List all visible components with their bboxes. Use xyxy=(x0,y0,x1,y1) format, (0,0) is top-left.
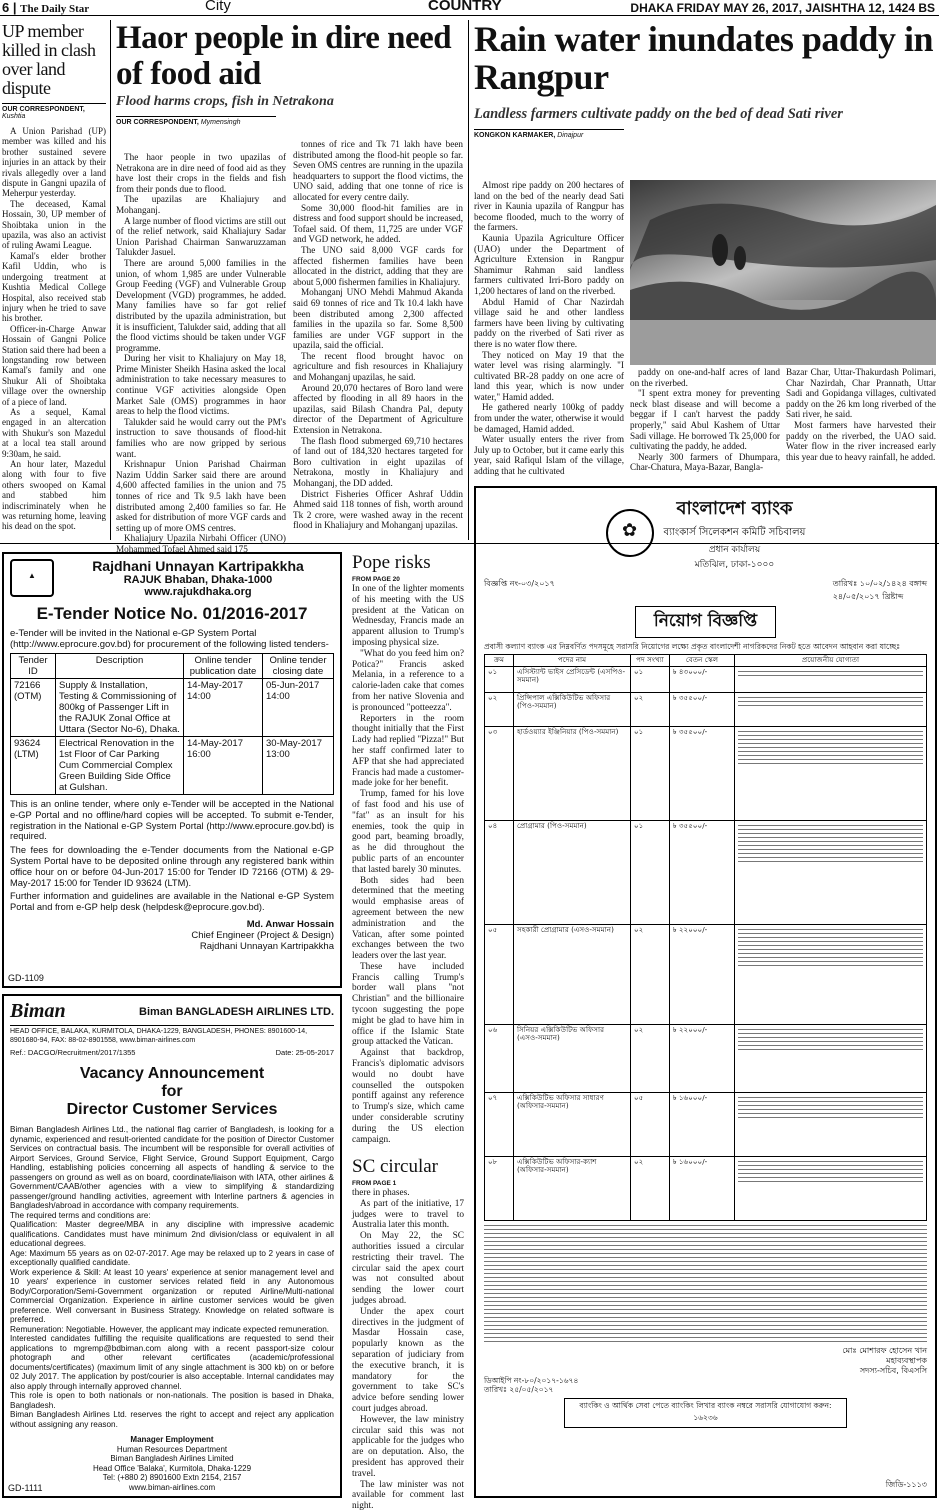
table-cell: 05-Jun-2017 14:00 xyxy=(263,679,334,737)
paragraph: Khaliajury Upazila Nirbahi Officer (UNO) Mohammed Tofael Ahmed said 175 xyxy=(116,533,286,554)
table-row: ০২ প্রিন্সিপাল এক্সিকিউটিভ অফিসার (পিও-সমমান) ০২ ৳ ৩৫৫০০/- xyxy=(485,692,927,726)
paragraph: Against that backdrop, Francis's diplomatic advisors would no doubt have counselled the outspoken pontiff against any reference to Trump's size, which came under considerable scrutiny during the US election campaign. xyxy=(352,1048,464,1145)
paragraph: Kamal's elder brother Kafil Uddin, who is undergoing treatment at Kushtia Medical College Hospital, also received stab injury when he tried to save his brother. xyxy=(2,250,106,324)
tender-intro: e-Tender will be invited in the National e-GP System Portal (http://www.eprocure.gov.bd) for procurement of the following listed tenders- xyxy=(10,628,329,650)
paragraph: Officer-in-Charge Anwar Hossain of Gangni Police Station said there had been a longstanding row between Kamal's family and one Shukur Ali of Shoibtaka village over the ownership of a piece of land. xyxy=(2,323,106,407)
story-body xyxy=(352,584,464,1145)
committee-name: ব্যাংকার্স সিলেকশন কমিটি সচিবালয় xyxy=(663,527,806,538)
signer-name: Md. Anwar Hossain xyxy=(246,918,334,930)
story-subhead: Landless farmers cultivate paddy on the bed of dead Sati river xyxy=(474,106,843,122)
story-body-col3 xyxy=(786,367,936,482)
story-headline: Haor people in dire need of food aid xyxy=(116,20,452,92)
paragraph: The upazilas are Khaliajury and Mohanganj. xyxy=(116,194,286,215)
paragraph: Both sides had been determined that the meeting would emphasise areas of agreement between the new administration and the Vatican, after some pointed exchanges between the two leaders over the last year. xyxy=(352,875,464,962)
paragraph: Age: Maximum 55 years as on 02-07-2017. Age may be relaxed up to 2 years in case of exceptionally qualified candidate. xyxy=(10,1248,334,1267)
company-address: HEAD OFFICE, BALAKA, KURMITOLA, DHAKA-1229, BANGLADESH, PHONES: 8901600-14, 8901680-94, FAX: 88-02-8901558, www.biman-airlines.com xyxy=(10,1028,308,1044)
biman-vacancy-ad xyxy=(2,994,342,1498)
table-cell: 93624 (LTM) xyxy=(11,737,56,795)
company-name: Biman BANGLADESH AIRLINES LTD. xyxy=(139,1005,334,1018)
photo-scene xyxy=(630,180,936,365)
table-cell: 72166 (OTM) xyxy=(11,679,56,737)
signature-block xyxy=(10,919,334,952)
signer-phone: Tel: (+880 2) 8901600 Extn 2154, 2157 xyxy=(102,1473,242,1482)
helpline-note: ব্যাংকিং ও আর্থিক সেবা পেতে ব্যাংকিং লিখার ব্যাংক নম্বরে সরাসরি যোগাযোগ করুন: ১৬২৩৬ xyxy=(564,1398,847,1428)
footer-ref: ডিআইপি নং-৮০/২০১৭-১৬৭৪ তারিখঃ ২৫/০৫/২০১৭ xyxy=(484,1375,579,1394)
notice-title: নিয়োগ বিজ্ঞপ্তি xyxy=(635,606,776,638)
paragraph: This role is open to both nationals or non-nationals. The position is based in Dhaka, Bangladesh. xyxy=(10,1391,334,1410)
story-body xyxy=(352,1188,464,1512)
column-rule xyxy=(110,20,111,540)
paragraph: The recent flood brought havoc on agriculture and fish resources in Khaliajury and Mohanganj upazilas, he said. xyxy=(293,350,463,383)
table-cell: 30-May-2017 13:00 xyxy=(263,737,334,795)
ad-code: GD-1109 xyxy=(8,973,44,983)
paragraph: Talukder said he would carry out the PM's instruction to save thousands of flood-hit families who are now gripped by serious want. xyxy=(116,416,286,459)
table-row xyxy=(11,737,334,795)
jump-label: FROM PAGE 1 xyxy=(352,1180,397,1187)
paragraph: As a sequel, Kamal engaged in an altercation with Shukur's son Mazedul at a local tea stall around 9:30am, he said. xyxy=(2,406,106,459)
title-line: for xyxy=(161,1083,183,1100)
story-headline: UP member killed in clash over land dispute xyxy=(2,21,96,98)
rajuk-logo-icon: ▲ xyxy=(10,559,54,597)
paragraph: Abdul Hamid of Char Nazirdah village said he and other landless farmers have been living by cultivating paddy on the riverbed of Sati river as there is no water flow there. xyxy=(474,296,624,349)
paragraph: He gathered nearly 100kg of paddy from under the water, otherwise it would be damaged, Hamid added. xyxy=(474,402,624,434)
paragraph: Most farmers have harvested their paddy on the riverbed, the UAO said. Water flow in the river increased early this year due to heavy rainfall, he added. xyxy=(786,419,936,462)
table-header: পদের নাম xyxy=(514,655,631,667)
page-masthead xyxy=(0,0,939,16)
paragraph: As part of the initiative, 17 judges were to travel to Australia later this month. xyxy=(352,1198,464,1231)
paragraph: paddy on one-and-half acres of land on the riverbed. xyxy=(630,367,780,388)
ad-date: Date: 25-05-2017 xyxy=(275,1048,334,1057)
biman-logo: Biman xyxy=(10,1000,66,1022)
story-body-col2 xyxy=(630,367,780,482)
ref-number: Ref.: DACGO/Recruitment/2017/1355 xyxy=(10,1048,136,1057)
story-body-col2 xyxy=(293,139,463,537)
paragraph: Remuneration: Negotiable. However, the applicant may indicate expected remuneration. xyxy=(10,1324,330,1334)
table-header: Online tender publication date xyxy=(184,654,263,679)
vacancy-title xyxy=(10,1065,334,1119)
org-website: www.rajukdhaka.org xyxy=(144,586,252,598)
paragraph: tonnes of rice and Tk 71 lakh have been distributed among the flood-hit people so far. Seven OMS centres are running in the upazila headquarters to support the flood victims, the UNO said, adding that one tonne of rice is allocated for every centre daily. xyxy=(293,139,463,202)
table-header: Tender ID xyxy=(11,654,56,679)
story-up-member xyxy=(2,22,106,532)
notice-date: তারিখঃ ১০/০২/১৪২৪ বঙ্গাব্দ ২৪/০৫/২০১৭ খ্রিষ্টাব্দ xyxy=(832,579,927,601)
table-row: ০৮ এক্সিকিউটিভ অফিসার-ক্যাশ (অফিসার-সমমান) ০২ ৳ ১৬০০০/- xyxy=(485,1156,927,1220)
signer-title: Chief Engineer (Project & Design) xyxy=(191,929,334,941)
paragraph: The law minister was not available for comment last night. xyxy=(352,1479,464,1512)
signer-title: মহাব্যবস্থাপক xyxy=(886,1355,927,1365)
paragraph: These have included Francis calling Trump's border wall plans "not Christian" and the billionaire tycoon suggesting the pope might be glad to have him in office if the Islamic State group attacked the Vatican. xyxy=(352,961,464,1048)
byline: OUR CORRESPONDENT, xyxy=(2,106,85,113)
tender-title: E-Tender Notice No. 01/2016-2017 xyxy=(36,604,308,623)
column-rule xyxy=(468,20,469,540)
story-rangpur xyxy=(474,20,936,139)
paragraph: Around 20,070 hectares of Boro land were affected by flooding in all 89 haors in the upazilas, said Bilash Chandra Pal, deputy director of the Department of Agriculture Extension in Netrakona. xyxy=(293,382,463,436)
byline: KONGKON KARMAKER, Dinajpur xyxy=(474,132,584,139)
paragraph: However, the law ministry circular said this was not applicable for the judges who are on deputation. Also, the president has approved their travel. xyxy=(352,1414,464,1479)
paragraph: A large number of flood victims are still out of the relief network, said Khaliajury Sadar Union Parishad Chairman Sanwaruzzaman Talukder Jasuel. xyxy=(116,215,286,258)
title-line: Vacancy Announcement xyxy=(79,1065,265,1082)
table-cell: 14-May-2017 16:00 xyxy=(184,737,263,795)
signer-role: সদস্য-সচিব, বিএসসি xyxy=(859,1365,927,1375)
table-header: Description xyxy=(56,654,184,679)
paragraph: The haor people in two upazilas of Netrakona are in dire need of food aid as they have lost their crops in the fields and fish from their ponds due to flood. xyxy=(116,152,286,194)
tender-table xyxy=(10,653,334,795)
note: This is an online tender, where only e-Tender will be accepted in the National e-GP Portal and no offline/hard copies will be accepted. To submit e-Tender, registration in the National e-GP System Portal (http://www.eprocure.gov.bd) is required. xyxy=(10,799,334,842)
table-row: ০৫ সহকারী প্রোগ্রামার (এসও-সমমান) ০২ ৳ ২২০০০/- xyxy=(485,924,927,1024)
paragraph: Mohanganj UNO Mehdi Mahmud Akanda said 69 tonnes of rice and Tk 10.4 lakh have been distributed among 2,300 affected families in the upazila so far. Some 8,500 families are under VGF support in the upazila, said the official. xyxy=(293,287,463,351)
paragraph: there in phases. xyxy=(352,1188,410,1198)
table-header: Online tender closing date xyxy=(263,654,334,679)
story-headline: SC circular xyxy=(352,1156,439,1177)
signer-org: Rajdhani Unnayan Kartripakkha xyxy=(199,940,334,952)
byline: OUR CORRESPONDENT, Mymensingh xyxy=(116,119,241,126)
flooded-paddy-photo xyxy=(630,180,936,365)
notice-ref: বিজ্ঞপ্তি নং-০৩/২০১৭ xyxy=(484,579,555,588)
signer-org: Biman Bangladesh Airlines Limited xyxy=(110,1454,234,1463)
jump-label: FROM PAGE 20 xyxy=(352,576,400,583)
org-address: RAJUK Bhaban, Dhaka-1000 xyxy=(123,574,273,586)
story-headline: Pope risks xyxy=(352,552,431,573)
story-body-col1 xyxy=(474,180,624,480)
paragraph: Water usually enters the river from July up to October, but it came early this year, said Rafiqul Islam of the village, adding that he cultivated xyxy=(474,434,624,477)
title-line: Director Customer Services xyxy=(66,1101,278,1118)
story-body xyxy=(2,126,106,532)
tender-notes xyxy=(10,799,334,913)
story-headline: Rain water inundates paddy in Rangpur xyxy=(474,19,933,97)
paragraph: An hour later, Mazedul along with four to five others swooped on Kamal and stabbed him indiscriminately when he was returning home, leaving his dead on the spot. xyxy=(2,459,106,532)
paragraph: Kaunia Upazila Agriculture Officer (UAO) under the Department of Agriculture Extension in Rangpur Shamimur Rahman said landless farmers cultivated Irri-Boro paddy on 1,200 hectares of land on the riverbed. xyxy=(474,232,624,296)
table-row: ০৭ এক্সিকিউটিভ অফিসার সাধারণ (অফিসার-সমমান) ০৫ ৳ ১৬০০০/- xyxy=(485,1092,927,1156)
paragraph: Krishnapur Union Parishad Chairman Nazim Uddin Sarker said there are around 4,600 affected families in the union and 75 tonnes of rice and Tk 9.5 lakh have been distributed among 2,400 families so far. He asked for distribution of more VGF cards and setting up of more OMS centres. xyxy=(116,459,286,533)
table-cell: 14-May-2017 14:00 xyxy=(184,679,263,737)
note: Further information and guidelines are available in the National e-GP System Portal and from e-GP help desk (helpdesk@eprocure.gov.bd). xyxy=(10,891,334,913)
paragraph: During her visit to Khaliajury on May 18, Prime Minister Sheikh Hasina asked the local administration to take necessary measures to continue VGF activities alongside Open Market Sale (OMS) programmes in haor areas to help the flood victims. xyxy=(116,353,286,417)
paragraph: Biman Bangladesh Airlines Ltd., the national flag carrier of Bangladesh, is looking for a dynamic, experienced and result-oriented candidate for the position of Director Customer Services on contractual basis. The incumbent will be responsible for overall activities of Airport Services, Ground Service, Flight Service, Ground Support Equipment, Cargo Handling, establishing policies concerning all aspects of handling & service to the passengers on ground as well as on board, coordinate/liaison with IATA, other airlines & Government/CAAB/other agencies with a view to simplifying & standardizing passenger/ground handling activities, agreement with Interline partners & agencies in Bangladesh/abroad in accordance with company requirements. xyxy=(10,1125,334,1210)
paragraph: On May 22, the SC authorities issued a circular restricting their travel. The circular said the apex court was not consulted about sending the lower court judges abroad. xyxy=(352,1231,464,1306)
paragraph: A Union Parishad (UP) member was killed and his brother sustained severe injuries in an attack by their rivals allegedly over a land dispute in Gangni upazila of Meherpur yesterday. xyxy=(2,126,106,199)
org-name: Rajdhani Unnayan Kartripakkha xyxy=(92,558,304,574)
table-header: ক্রম xyxy=(485,655,514,667)
paragraph: "What do you feed him on? Potica?" Francis asked Melania, in a reference to a calorie-laden cake that comes from her native Slovenia and is pronounced "potteezza". xyxy=(352,648,464,713)
story-pope-risks xyxy=(352,552,464,1145)
signer-title: Manager Employment xyxy=(130,1435,214,1444)
table-header: প্রয়োজনীয় যোগ্যতা xyxy=(735,655,927,667)
paragraph: They noticed on May 19 that the water level was rising alarmingly. "I cultivated BR-28 paddy on one acre of land this year, which is now under water," Hamid added. xyxy=(474,349,624,402)
paragraph: Some 30,000 flood-hit families are in distress and food support should be increased, Tofael said. Of them, 11,725 are under VGF and VGD network, he added. xyxy=(293,202,463,245)
paragraph: Trump, famed for his love of fast food and his use of "fat" as an insult for his enemies, took the quip in good part, beaming broadly, as he did throughout the public parts of an encounter that lasted barely 30 minutes. xyxy=(352,789,464,875)
vacancy-body xyxy=(10,1125,334,1429)
paragraph: Under the apex court directives in the judgment of Masdar Hossain case, popularly known as the separation of judiciary from the executive branch, it is mandatory for the government to take SC's advice before sending lower court judges abroad. xyxy=(352,1306,464,1414)
paragraph: Reporters in the room thought initially that the First Lady had replied "Pizza!" But her staff confirmed later to AFP that she had appreciated Francis had made a customer-made joke for her benefit. xyxy=(352,713,464,789)
paragraph: Biman Bangladesh Airlines Ltd. reserves the right to accept and reject any application without assigning any reason. xyxy=(10,1410,334,1429)
bank-emblem-icon: ✿ xyxy=(606,509,654,557)
page-number: 6 | The Daily Star xyxy=(2,0,90,15)
story-haor xyxy=(116,20,464,126)
signature-block xyxy=(484,1346,927,1376)
signer-website: www.biman-airlines.com xyxy=(128,1482,216,1492)
dateline: Kushtia xyxy=(2,113,26,120)
paragraph: Interested candidates fulfilling the requisite qualifications are requested to send their applications to mgremp@bdbiman.com along with a recent passport-size colour photograph and other relevant certificates (academic/professional documents/certificates) (maximum limit of any single attachment is 300 kb) on or before 02 July 2017. The application by post/courier is also acceptable. Internal candidates may also apply through internally approved channel. xyxy=(10,1334,334,1391)
paragraph: The required terms and conditions are: xyxy=(10,1210,151,1220)
table-row: ০৬ সিনিয়র এক্সিকিউটিভ অফিসার (এসও-সমমান) ০২ ৳ ২২০০০/- xyxy=(485,1024,927,1092)
story-subhead: Flood harms crops, fish in Netrakona xyxy=(116,94,334,109)
signer-name: মোঃ মোশারফ হোসেন খান xyxy=(842,1345,927,1355)
office-address: মতিঝিল, ঢাকা-১০০০ xyxy=(694,560,775,570)
story-sc-circular xyxy=(352,1156,464,1512)
ad-code: GD-1111 xyxy=(8,1483,43,1493)
positions-table xyxy=(484,654,927,1221)
table-row: ০১ এসিস্ট্যান্ট ভাইস প্রেসিডেন্ট (এসপিও-সমমান) ০১ ৳ ৪৩০০০/- xyxy=(485,666,927,692)
signer-address: Head Office 'Balaka', Kurmitola, Dhaka-1229 xyxy=(92,1463,252,1473)
paragraph: Work experience & Skill: At least 10 years' experience at senior management level and 10 years' experience in customer services related field in any Autonomous Body/Corporation/Semi-Government organization or reputed Airline/Multi-national Commercial Organization. Experience in airline customer services would be given preference. Well conversant in Business Strategy. Knowledge on related software is preferred. xyxy=(10,1267,334,1324)
office-name: প্রধান কার্যালয় xyxy=(708,545,761,555)
ad-code: জিডি-১১১৩ xyxy=(885,1480,927,1489)
signer-dept: Human Resources Department xyxy=(116,1444,228,1454)
table-header: পদ সংখ্যা xyxy=(631,655,670,667)
story-body-col1 xyxy=(116,152,286,554)
paragraph: "I spent extra money for preventing neck blast disease and will become a beggar if I can't harvest the paddy properly," said Abul Kashem of Uttar Sadi village. He borrowed Tk 25,000 for cultivating the paddy, he added. xyxy=(630,388,780,452)
paragraph: Almost ripe paddy on 200 hectares of land on the bed of the nearly dead Sati river in Kaunia upazila of Rangpur has become flooded, much to the worry of the farmers. xyxy=(474,180,624,233)
table-cell: Electrical Renovation in the 1st Floor of Car Parking Cum Commercial Complex Green Building Side Office at Gulshan. xyxy=(56,737,184,795)
signature-block xyxy=(10,1435,334,1492)
table-row: ০৪ প্রোগ্রামার (পিও-সমমান) ০১ ৳ ৩৫৫০০/- xyxy=(485,820,927,924)
rajuk-tender-ad xyxy=(2,552,342,988)
section-label: COUNTRY xyxy=(428,0,502,14)
section-label-city: City xyxy=(205,0,231,14)
paragraph: District Fisheries Officer Ashraf Uddin Ahmed said 118 tonnes of fish, worth around Tk 2 crore, were washed away in the recent flood in Khaliajury and Mohanganj upazilas. xyxy=(293,488,463,531)
paragraph: Qualification: Master degree/MBA in any discipline with impressive academic qualifications. Candidates must have minimum 2nd division/class or equivalent in all educational degrees. xyxy=(10,1220,334,1248)
notice-intro: প্রবাসী কল্যাণ ব্যাংক এর নিম্নবর্ণিত পদসমূহে সরাসরি নিয়োগের লক্ষ্যে প্রকৃত বাংলাদেশী নাগরিকদের নিকট হতে আবেদন আহবান করা যাচ্ছেঃ xyxy=(484,642,901,651)
paragraph: Nearly 300 farmers of Dhumpara, Char-Chatura, Maya-Bazar, Bangla- xyxy=(630,451,780,473)
paragraph: The UNO said 8,000 VGF cards for affected fishermen families have been allocated in the district, adding that they are about 5,000 fishermen families in Khaliajury. xyxy=(293,244,463,287)
paragraph: In one of the lighter moments of his meeting with the US president at the Vatican on Wednesday, Francis made an apparent allusion to Trump's imposing physical size. xyxy=(352,584,464,648)
paragraph: The deceased, Kamal Hossain, 30, UP member of Shoibtaka union in the upazila, was also an activist of ruling Awami League. xyxy=(2,198,106,251)
paragraph: Bazar Char, Uttar-Thakurdash Polimari, Char Nazirdah, Char Prannath, Uttar Sadi and Gopidanga villages, cultivated paddy on the 26 km long riverbed of the Sati river, he said. xyxy=(786,367,936,420)
issue-date: DHAKA FRIDAY MAY 26, 2017, JAISHTHA 12, 1424 BS xyxy=(630,1,935,15)
table-header: বেতন স্কেল xyxy=(670,655,735,667)
general-conditions xyxy=(484,1225,927,1342)
bank-name: বাংলাদেশ ব্যাংক xyxy=(676,498,793,519)
note: The fees for downloading the e-Tender documents from the National e-GP System Portal have to be deposited online through any registered bank within office hour on or before 04-Jun-2017 15:00 for Tender ID 72166 (OTM) & 29-May-2017 15:00 for Tender ID 93624 (LTM). xyxy=(10,845,334,888)
table-row: ০৩ হার্ডওয়্যার ইঞ্জিনিয়ার (পিও-সমমান) ০১ ৳ ৩৫৫০০/- xyxy=(485,726,927,820)
paragraph: There are around 5,000 families in the union, of whom 1,985 are under Vulnerable Group Feeding (VGF) and Vulnerable Group Development (VGD) programmes, he added. Many families have so far got relief distributed by the upazila administration, but it is insufficient, Talukder said, adding that all the flood victims should be taken under VGF programme. xyxy=(116,257,286,353)
bangladesh-bank-ad xyxy=(474,486,937,1498)
table-cell: Supply & Installation, Testing & Commissioning of 800kg of Passenger Lift in the RAJUK Zonal Office at Uttara (Sector No-6), Dhaka. xyxy=(56,679,184,737)
paragraph: The flash flood submerged 69,710 hectares of land out of 184,320 hectares targeted for Boro cultivation in eight upazilas of Netrakona, mostly in Khaliajury and Mohanganj, the DD added. xyxy=(293,435,463,488)
table-row xyxy=(11,679,334,737)
